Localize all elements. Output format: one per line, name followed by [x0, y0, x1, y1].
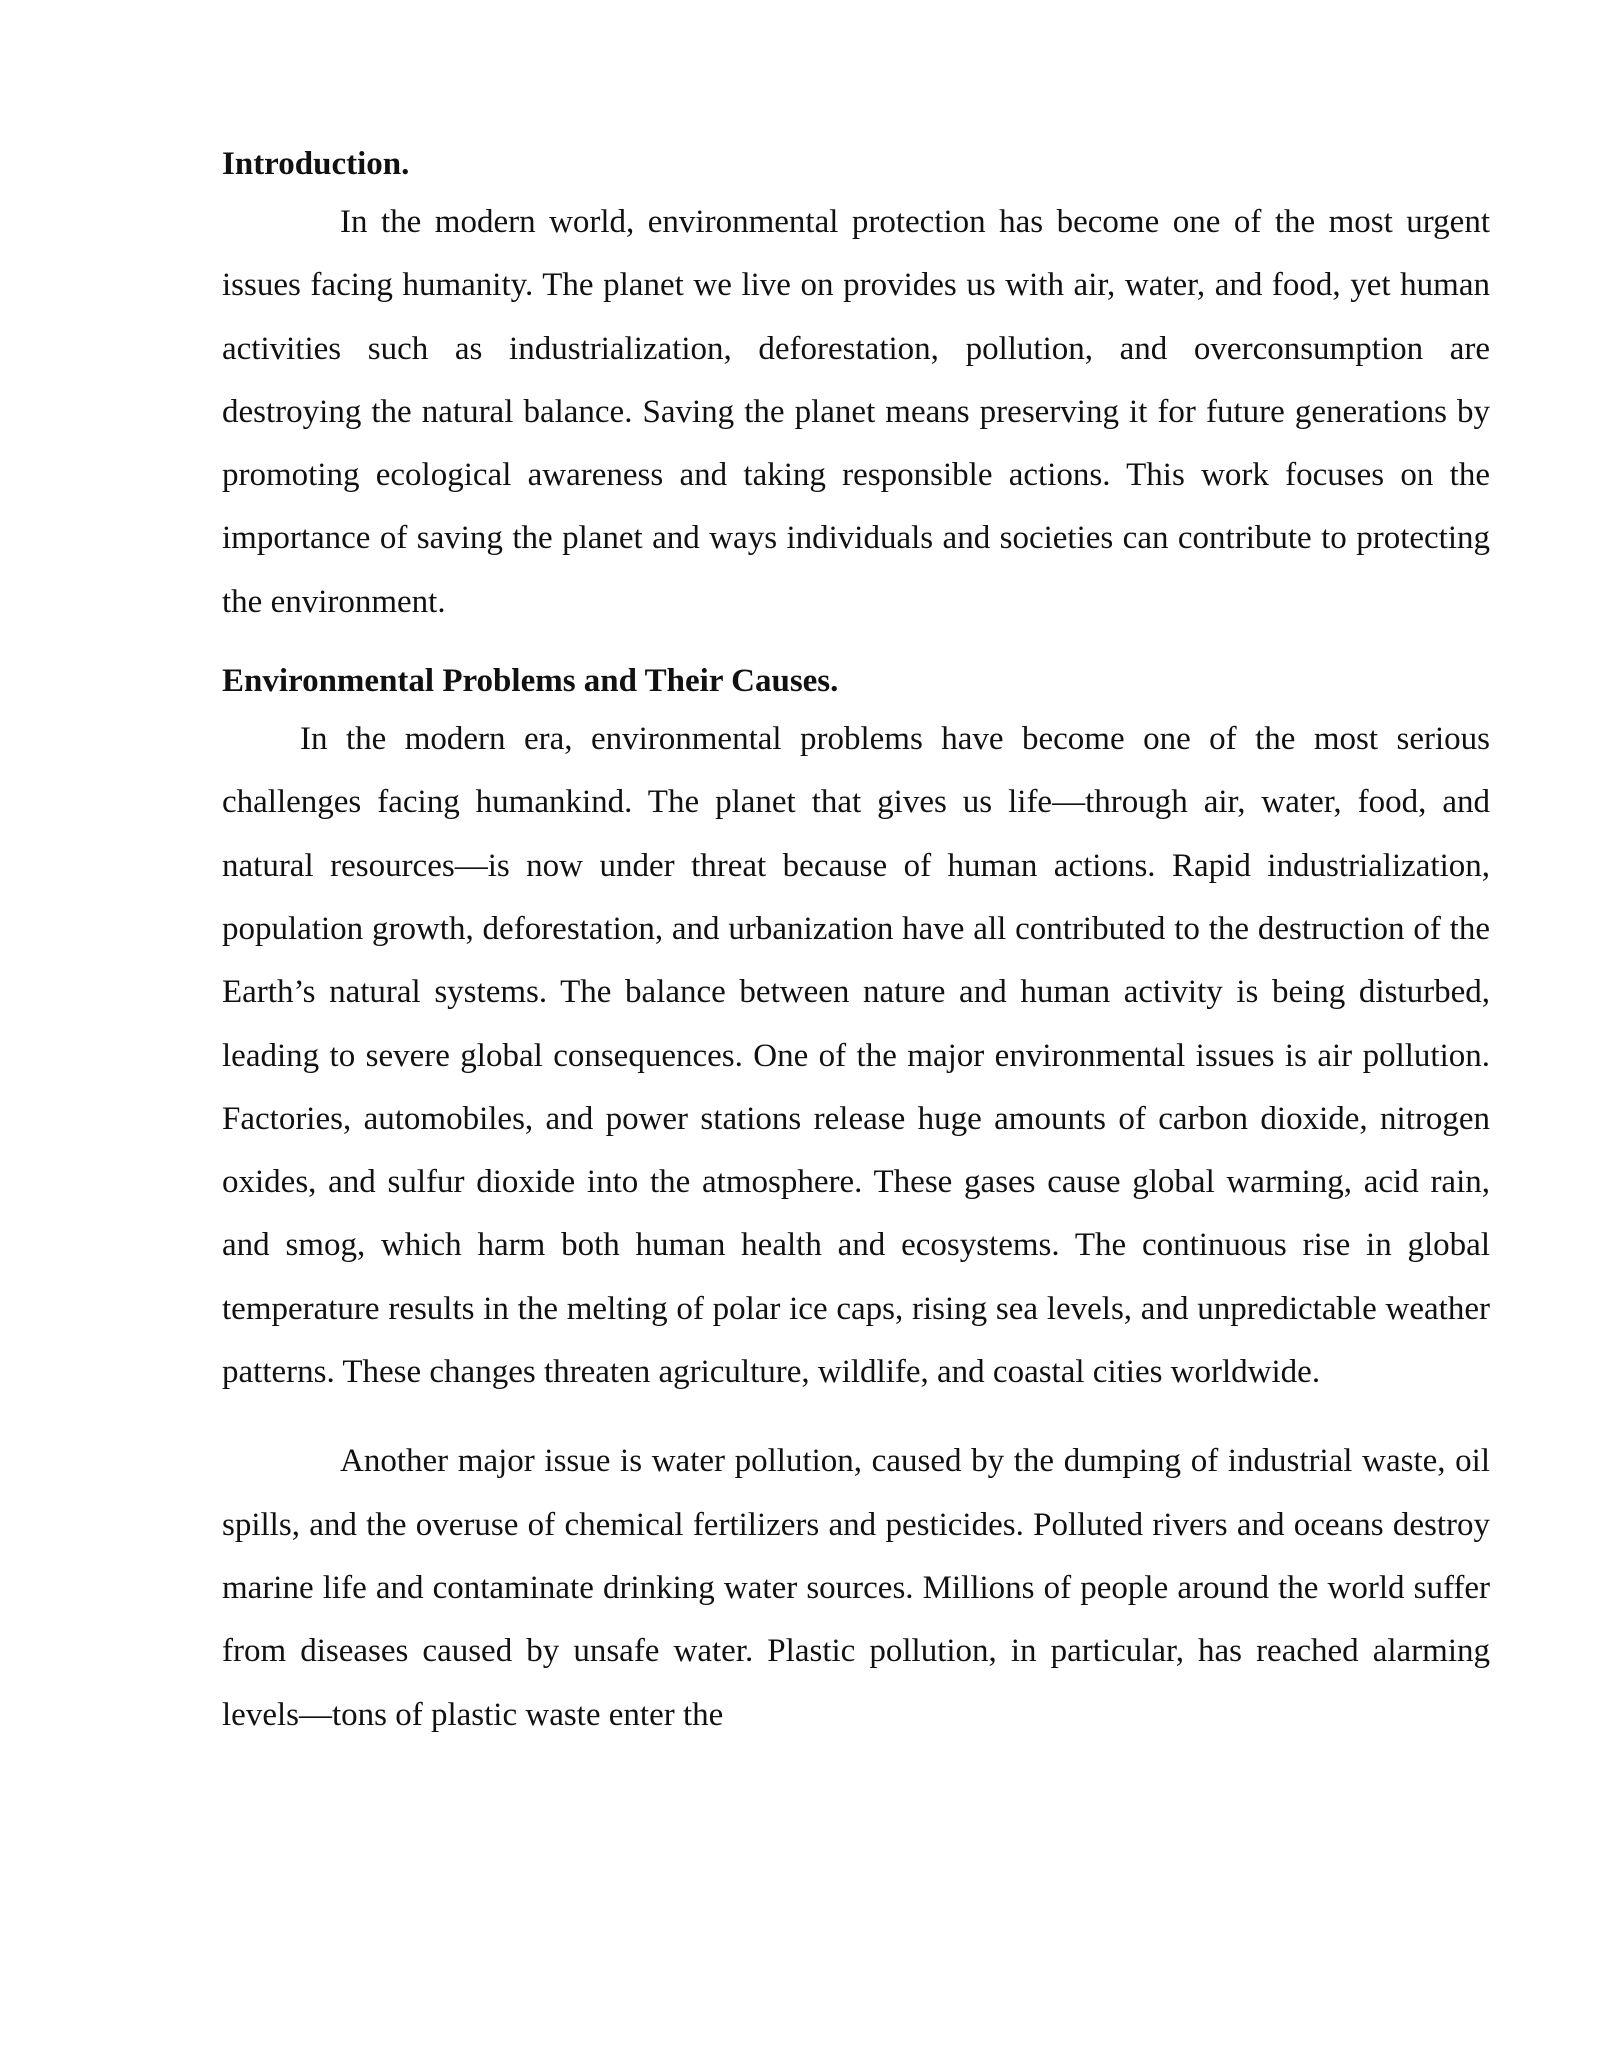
- introduction-paragraph: In the modern world, environmental protection has become one of the most urgent issues facing humanity. The planet we live on provides us with air, water, and food, yet human activities such as industrialization, deforestation, pollution, and overconsumption are destroying the natural balance. Saving the planet means preserving it for future generations by promoting ecological awareness and taking responsible actions. This work focuses on the importance of saving the planet and ways individuals and societies can contribute to protecting the environment.: [222, 204, 1490, 620]
- environmental-problems-paragraph-2: Another major issue is water pollution, caused by the dumping of industrial waste, oil spills, and the overuse of chemical fertilizers and pesticides. Polluted rivers and oceans destroy marine life and contaminate drinking water sources. Millions of people around the world suffer from diseases caused by unsafe water. Plastic pollution, in particular, has reached alarming levels—tons of plastic waste enter the: [222, 1443, 1490, 1733]
- environmental-problems-paragraph-1: In the modern era, environmental problems have become one of the most serious challenges facing humankind. The planet that gives us life—through air, water, food, and natural resources—is now under threat because of human actions. Rapid industrialization, population growth, deforestation, and urbanization have all contributed to the destruction of the Earth’s natural systems. The balance between nature and human activity is being disturbed, leading to severe global consequences. One of the major environmental issues is air pollution. Factories, automobiles, and power stations release huge amounts of carbon dioxide, nitrogen oxides, and sulfur dioxide into the atmosphere. These gases cause global warming, acid rain, and smog, which harm both human health and ecosystems. The continuous rise in global temperature results in the melting of polar ice caps, rising sea levels, and unpredictable weather patterns. These changes threaten agriculture, wildlife, and coastal cities worldwide.: [222, 721, 1490, 1391]
- section-heading-introduction: Introduction.: [222, 146, 410, 182]
- document-page: [222, 142, 1490, 1747]
- section-heading-environmental-problems: Environmental Problems and Their Causes.: [222, 663, 839, 700]
